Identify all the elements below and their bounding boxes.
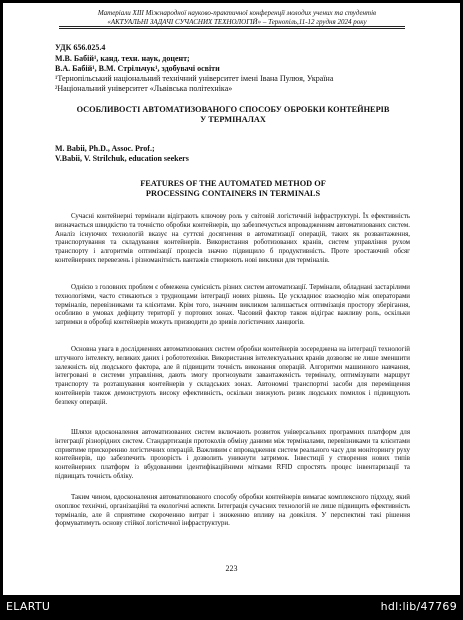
handle-identifier: hdl:lib/47769 xyxy=(380,600,457,613)
author-line-en-1: M. Babii, Ph.D., Assoc. Prof.; xyxy=(55,144,155,153)
affiliation-2: ²Національний університет «Львівська політехніка» xyxy=(55,84,233,93)
udc-code: УДК 656.025.4 xyxy=(55,43,106,52)
body-paragraph: Сучасні контейнерні термінали відіграють ключову роль у світовій логістичній інфраструктурі. Їх ефективність визначається швидкістю та точністю обробки контейнерів, що забезпечується впровадженням автоматизованих систем. Аналіз існуючих технологій вказує на суттєві досягнення в автоматизації операцій, таких як розвантаження, транспортування та складування контейнерів. Використання роботизованих кранів, систем управління рухом транспорту і алгоритмів оптимізації процесів значно підвищило б продуктивність. Проте зростаючий обсяг контейнерних перевезень і різноманітність вантажів створюють нові виклики для терміналів. xyxy=(55,213,410,264)
affiliation-1: ¹Тернопільський національний технічний університет імені Івана Пулюя, Україна xyxy=(55,74,334,83)
author-line-en-2: V.Babii, V. Strilchuk, education seekers xyxy=(55,154,189,163)
conference-header-line1: Матеріали XIII Міжнародної науково-практичної конференції молодих учених та студентів xyxy=(97,9,377,17)
title-ua: ОСОБЛИВОСТІ АВТОМАТИЗОВАНОГО СПОСОБУ ОБРОБКИ КОНТЕЙНЕРІВ У ТЕРМІНАЛАХ xyxy=(76,105,390,124)
header-rule-bottom xyxy=(59,28,405,29)
repository-label: ELARTU xyxy=(6,600,51,613)
paper-page xyxy=(3,3,460,595)
body-paragraph: Однією з головних проблем є обмежена сумісність різних систем автоматизації. Термінали, обладнані застарілими технологіями, часто стикаються з труднощами інтеграції нових рішень. Це ускладнює взаємодію між операторами терміналів, перевізниками та клієнтами. Крім того, значним викликом залишається оптимізація простору зберігання, особливо в умовах дефіциту території у портових зонах. Часовий фактор також відіграє важливу роль, оскільки затримки в обробці контейнерів можуть призводити до зривів логістичних ланцюгів. xyxy=(55,284,410,327)
body-paragraph: Шляхи вдосконалення автоматизованих систем включають розвиток універсальних програмних платформ для інтеграції різнорідних систем. Стандартизація протоколів обміну даними між терміналами, перевізниками та клієнтами сприятиме прискоренню логістичних операцій. Важливим є впровадження систем реального часу для моніторингу руху контейнерів, що забезпечить прозорість і дозволить уникнути затримок. Інвестиції у створення нових типів контейнерних платформ із вбудованими ідентифікаційними мітками RFID спростять процес інвентаризації та підвищать точність обліку. xyxy=(55,429,410,480)
author-line-ua-2: В.А. Бабій¹, В.М. Стрільчук¹, здобувачі освіти xyxy=(55,64,220,73)
conference-header xyxy=(37,9,437,27)
author-line-ua-1: М.В. Бабій¹, канд. техн. наук, доцент; xyxy=(55,54,190,63)
page-number: 223 xyxy=(225,564,238,573)
header-rule-top xyxy=(59,26,405,27)
title-en: FEATURES OF THE AUTOMATED METHOD OF PROCESSING CONTAINERS IN TERMINALS xyxy=(140,179,326,198)
body-paragraph: Таким чином, вдосконалення автоматизованого способу обробки контейнерів вимагає комплексного підходу, який охоплює технічні, організаційні та екологічні аспекти. Інтеграція сучасних технологій не лише підвищить ефективність терміналів, але й сприятиме скороченню витрат і зниженню впливу на довкілля. У перспективі такі рішення формуватимуть основу стійкої логістичної інфраструктури. xyxy=(55,494,410,528)
body-paragraph: Основна увага в дослідженнях автоматизованих систем обробки контейнерів зосереджена на інтеграції технологій штучного інтелекту, великих даних і робототехніки. Використання інтелектуальних кранів дозволяє не лише зменшити залежність від людського фактора, але й підвищити точність виконання операцій. Алгоритми машинного навчання, інтегровані в системи управління, дають змогу прогнозувати завантаженість терміналу, оптимізувати маршрут транспорту та розташування контейнерів у складських зонах. Автономні транспортні засоби для переміщення контейнерів також демонструють високу ефективність, оскільки знижують ризик людських помилок і підвищують безпеку операцій. xyxy=(55,346,410,406)
conference-header-line2: «АКТУАЛЬНІ ЗАДАЧІ СУЧАСНИХ ТЕХНОЛОГІЙ» – Тернопіль,11-12 грудня 2024 року xyxy=(107,18,367,26)
